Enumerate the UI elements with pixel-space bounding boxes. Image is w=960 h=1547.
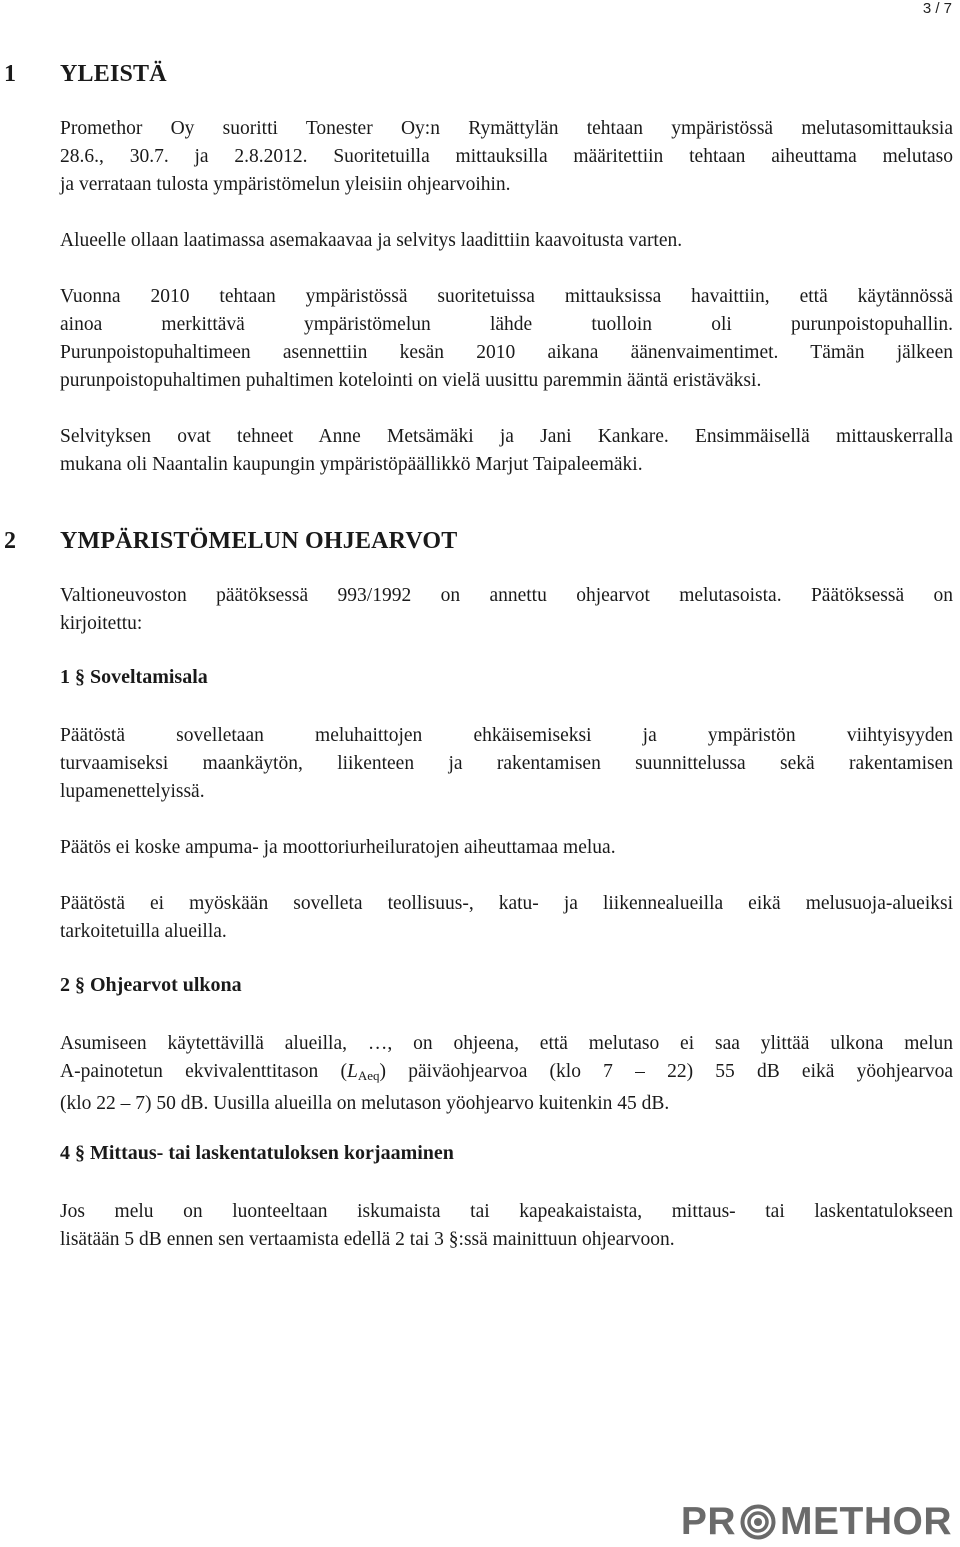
text-line: ainoa merkittävä ympäristömelun lähde tuolloin oli purunpoistopuhallin. bbox=[60, 314, 953, 335]
paragraph-decision-intro bbox=[60, 582, 953, 638]
text-line: Asumiseen käytettävillä alueilla, …, on ohjeena, että melutaso ei saa ylittää ulkona melun bbox=[60, 1033, 953, 1054]
section-title: YMPÄRISTÖMELUN OHJEARVOT bbox=[60, 528, 458, 554]
paragraph-zoning bbox=[60, 227, 953, 255]
subheading-ohjearvot-ulkona: 2 § Ohjearvot ulkona bbox=[60, 974, 242, 996]
text-line: Promethor Oy suoritti Tonester Oy:n Rymättylän tehtaan ympäristössä melutasomittauksia bbox=[60, 118, 953, 139]
text-fragment: ) päiväohjearvoa (klo 7 – 22) 55 dB eikä yöohjearvoa bbox=[379, 1061, 953, 1082]
text-line: 28.6., 30.7. ja 2.8.2012. Suoritetuilla mittauksilla määritettiin tehtaan aiheuttama melutaso bbox=[60, 146, 953, 167]
paragraph-scope bbox=[60, 722, 953, 806]
text-line: turvaamiseksi maankäytön, liikenteen ja rakentamisen suunnittelussa sekä rakentamisen bbox=[60, 753, 953, 774]
logo-text-start: PR bbox=[680, 1500, 736, 1543]
text-line: Vuonna 2010 tehtaan ympäristössä suoritetuissa mittauksissa havaittiin, että käytännössä bbox=[60, 286, 953, 307]
section-heading-2 bbox=[0, 528, 458, 555]
text-line: Selvityksen ovat tehneet Anne Metsämäki ja Jani Kankare. Ensimmäisellä mittauskerralla bbox=[60, 426, 953, 447]
section-number: 2 bbox=[4, 528, 17, 554]
section-title: YLEISTÄ bbox=[60, 61, 167, 87]
symbol-L: L bbox=[347, 1061, 358, 1082]
text-line: Päätöstä ei myöskään sovelleta teollisuus-, katu- ja liikennealueilla eikä melusuoja-alueiksi bbox=[60, 893, 953, 914]
page-number: 3 / 7 bbox=[922, 0, 952, 17]
paragraph-2010-measurements bbox=[60, 283, 953, 395]
subheading-korjaaminen: 4 § Mittaus- tai laskentatuloksen korjaaminen bbox=[60, 1142, 454, 1164]
sound-wave-o-icon bbox=[738, 1502, 778, 1542]
text-line bbox=[60, 1058, 953, 1090]
paragraph-outdoor-limits bbox=[60, 1030, 953, 1118]
text-line: tarkoitetuilla alueilla. bbox=[60, 921, 227, 942]
promethor-logo bbox=[681, 1497, 952, 1547]
text-line: Päätös ei koske ampuma- ja moottoriurheiluratojen aiheuttamaa melua. bbox=[60, 837, 616, 858]
subscript-aeq: Aeq bbox=[357, 1068, 380, 1083]
text-line: Päätöstä sovelletaan meluhaittojen ehkäisemiseksi ja ympäristön viihtyisyyden bbox=[60, 725, 953, 746]
text-line: ja verrataan tulosta ympäristömelun yleisiin ohjearvoihin. bbox=[60, 174, 511, 195]
subheading-soveltamisala: 1 § Soveltamisala bbox=[60, 666, 208, 688]
text-line: (klo 22 – 7) 50 dB. Uusilla alueilla on melutason yöohjearvo kuitenkin 45 dB. bbox=[60, 1093, 670, 1114]
paragraph-intro bbox=[60, 115, 953, 199]
text-line: mukana oli Naantalin kaupungin ympäristöpäällikkö Marjut Taipaleemäki. bbox=[60, 454, 643, 475]
text-line: Alueelle ollaan laatimassa asemakaavaa ja selvitys laadittiin kaavoitusta varten. bbox=[60, 230, 683, 251]
paragraph-correction bbox=[60, 1198, 953, 1254]
text-line: Jos melu on luonteeltaan iskumaista tai kapeakaistaista, mittaus- tai laskentatulokseen bbox=[60, 1201, 953, 1222]
paragraph-exclusion-areas bbox=[60, 890, 953, 946]
text-line: kirjoitettu: bbox=[60, 613, 143, 634]
text-line: lisätään 5 dB ennen sen vertaamista edellä 2 tai 3 §:ssä mainittuun ohjearvoon. bbox=[60, 1229, 675, 1250]
logo-text-end: METHOR bbox=[780, 1500, 952, 1543]
text-line: lupamenettelyissä. bbox=[60, 781, 205, 802]
paragraph-authors bbox=[60, 423, 953, 479]
section-number: 1 bbox=[4, 61, 17, 87]
text-line: Purunpoistopuhaltimeen asennettiin kesän 2010 aikana äänenvaimentimet. Tämän jälkeen bbox=[60, 342, 953, 363]
text-line: Valtioneuvoston päätöksessä 993/1992 on annettu ohjearvot melutasoista. Päätöksessä on bbox=[60, 585, 953, 606]
section-heading-1 bbox=[0, 61, 167, 88]
text-line: purunpoistopuhaltimen puhaltimen kotelointi on vielä uusittu paremmin ääntä eristäväksi. bbox=[60, 370, 762, 391]
text-fragment: A-painotetun ekvivalenttitason ( bbox=[60, 1061, 348, 1082]
paragraph-exclusion-ranges bbox=[60, 834, 953, 862]
